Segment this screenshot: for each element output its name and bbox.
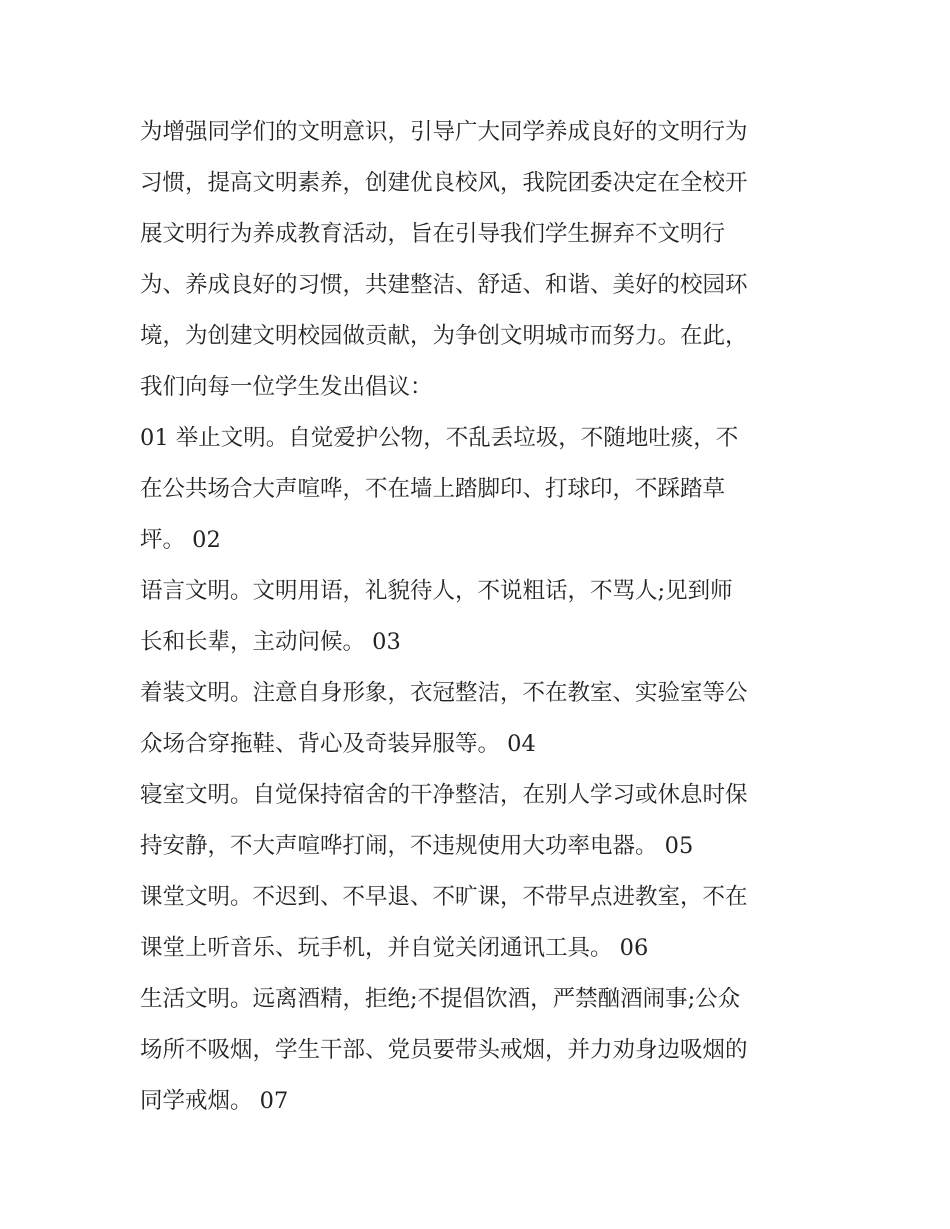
text-line: 我们向每一位学生发出倡议： bbox=[140, 374, 433, 400]
text-line: 展文明行为养成教育活动，旨在引导我们学生摒弃不文明行 bbox=[140, 221, 726, 247]
text-line: 着装文明。注意自身形象，衣冠整洁，不在教室、实验室等公 bbox=[140, 680, 748, 706]
text-line: 课堂上听音乐、玩手机，并自觉关闭通讯工具。 06 bbox=[140, 935, 649, 961]
document-body bbox=[140, 107, 840, 1127]
text-line: 01 举止文明。自觉爱护公物，不乱丢垃圾，不随地吐痰，不 bbox=[140, 425, 739, 451]
text-line: 持安静，不大声喧哗打闹，不违规使用大功率电器。 05 bbox=[140, 833, 694, 859]
text-line: 为、养成良好的习惯，共建整洁、舒适、和谐、美好的校园环 bbox=[140, 272, 748, 298]
text-line: 语言文明。文明用语，礼貌待人，不说粗话，不骂人;见到师 bbox=[140, 578, 733, 604]
text-line: 习惯，提高文明素养，创建优良校风，我院团委决定在全校开 bbox=[140, 170, 748, 196]
text-line: 课堂文明。不迟到、不早退、不旷课，不带早点进教室，不在 bbox=[140, 884, 748, 910]
text-line: 场所不吸烟，学生干部、党员要带头戒烟，并力劝身边吸烟的 bbox=[140, 1037, 748, 1063]
text-line: 为增强同学们的文明意识，引导广大同学养成良好的文明行为 bbox=[140, 119, 748, 145]
text-line: 坪。 02 bbox=[140, 527, 221, 553]
text-line: 长和长辈，主动问候。 03 bbox=[140, 629, 401, 655]
text-line: 同学戒烟。 07 bbox=[140, 1088, 289, 1114]
text-line: 在公共场合大声喧哗，不在墙上踏脚印、打球印，不踩踏草 bbox=[140, 476, 726, 502]
text-line: 境，为创建文明校园做贡献，为争创文明城市而努力。在此， bbox=[140, 323, 748, 349]
text-line: 生活文明。远离酒精，拒绝;不提倡饮酒，严禁酗酒闹事;公众 bbox=[140, 986, 741, 1012]
text-line: 寝室文明。自觉保持宿舍的干净整洁，在别人学习或休息时保 bbox=[140, 782, 748, 808]
text-line: 众场合穿拖鞋、背心及奇装异服等。 04 bbox=[140, 731, 536, 757]
